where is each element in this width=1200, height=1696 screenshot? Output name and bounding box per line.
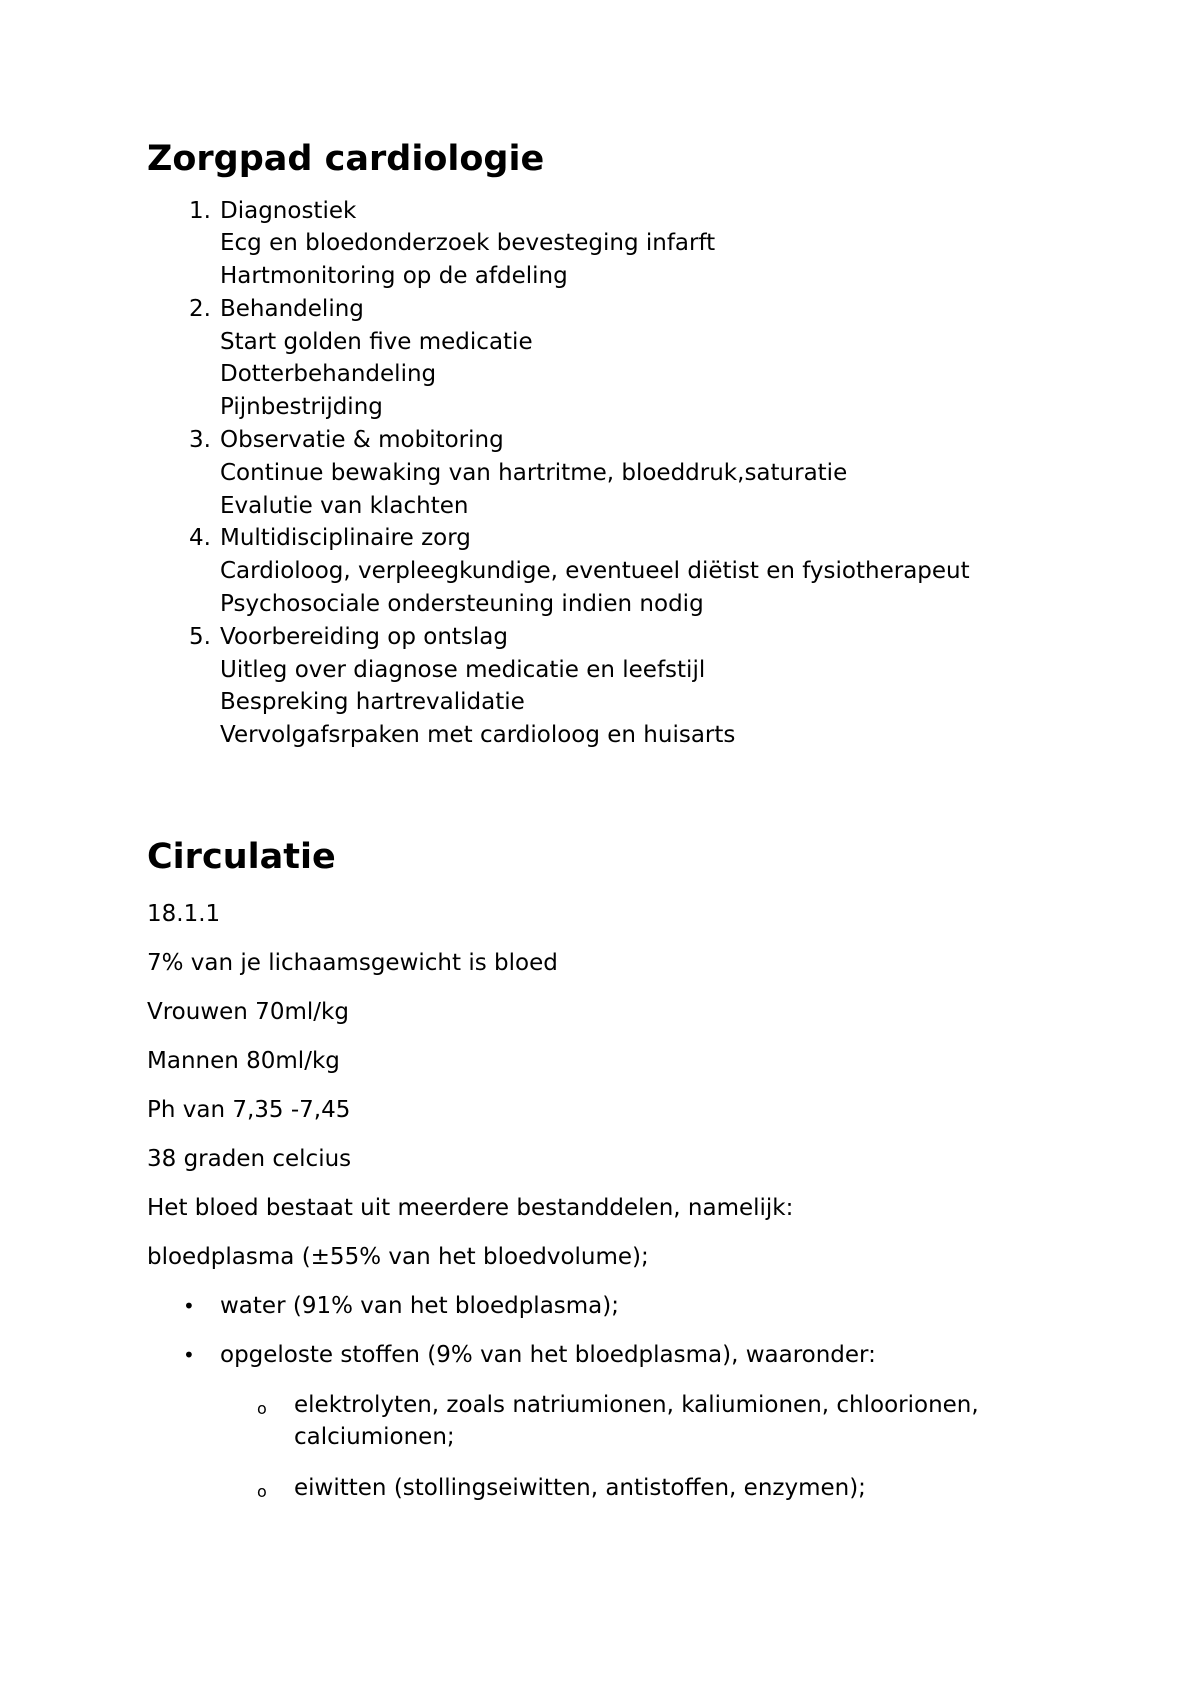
list-item-heading: Multidisciplinaire zorg <box>220 525 471 552</box>
list-item <box>147 293 1047 424</box>
paragraph: Vrouwen 70ml/kg <box>147 998 349 1025</box>
paragraph: Het bloed bestaat uit meerdere bestanddelen, namelijk: <box>147 1194 794 1221</box>
bullet-icon: • <box>183 1342 195 1367</box>
bullet-text: opgeloste stoffen (9% van het bloedplasma), waaronder: <box>220 1341 876 1368</box>
list-item-line: Evalutie van klachten <box>220 492 469 519</box>
circle-bullet-icon: o <box>257 1398 267 1418</box>
list-item-line: Dotterbehandeling <box>220 361 437 388</box>
list-item-line: Pijnbestrijding <box>220 394 383 421</box>
bullet-item <box>147 1340 1047 1370</box>
list-item-heading: Diagnostiek <box>220 197 357 224</box>
sub-bullet-text: eiwitten (stollingseiwitten, antistoffen, enzymen); <box>294 1474 866 1501</box>
paragraph: 38 graden celcius <box>147 1145 352 1172</box>
section-title-zorgpad: Zorgpad cardiologie <box>147 139 545 179</box>
list-number: 5. <box>189 623 211 650</box>
paragraph: 7% van je lichaamsgewicht is bloed <box>147 949 558 976</box>
sub-bullet-text: elektrolyten, zoals natriumionen, kaliumionen, chloorionen, calciumionen; <box>294 1391 979 1450</box>
section-title-circulatie: Circulatie <box>147 837 336 878</box>
list-number: 3. <box>189 427 211 454</box>
bullet-list <box>147 1291 1047 1508</box>
numbered-list <box>147 195 1047 753</box>
bullet-item <box>147 1291 1047 1321</box>
list-item <box>147 424 1047 522</box>
list-number: 1. <box>189 197 211 224</box>
paragraph: Ph van 7,35 -7,45 <box>147 1096 351 1123</box>
list-number: 4. <box>189 525 211 552</box>
list-item <box>147 195 1047 293</box>
list-number: 2. <box>189 295 211 322</box>
list-item <box>147 621 1047 752</box>
list-item-line: Psychosociale ondersteuning indien nodig <box>220 591 704 618</box>
list-item-heading: Observatie & mobitoring <box>220 427 504 454</box>
list-item-line: Start golden five medicatie <box>220 328 533 355</box>
circle-bullet-icon: o <box>257 1481 267 1501</box>
list-item-line: Cardioloog, verpleegkundige, eventueel diëtist en fysiotherapeut <box>220 558 970 585</box>
list-item-line: Uitleg over diagnose medicatie en leefstijl <box>220 656 706 683</box>
list-item <box>147 522 1047 620</box>
paragraph: bloedplasma (±55% van het bloedvolume); <box>147 1243 649 1270</box>
paragraph-block <box>147 899 1047 1272</box>
list-item-line: Ecg en bloedonderzoek bevesteging infarft <box>220 230 716 257</box>
document-page <box>147 140 1047 1527</box>
list-item-line: Vervolgafsrpaken met cardioloog en huisarts <box>220 722 736 749</box>
list-item-line: Continue bewaking van hartritme, bloeddruk,saturatie <box>220 459 848 486</box>
sub-bullet-item <box>147 1472 1047 1508</box>
paragraph: Mannen 80ml/kg <box>147 1047 340 1074</box>
paragraph: 18.1.1 <box>147 900 221 927</box>
list-item-line: Hartmonitoring op de afdeling <box>220 263 568 290</box>
sub-bullet-item <box>147 1389 1047 1453</box>
list-item-heading: Voorbereiding op ontslag <box>220 623 508 650</box>
bullet-icon: • <box>183 1293 195 1318</box>
list-item-heading: Behandeling <box>220 295 364 322</box>
list-item-line: Bespreking hartrevalidatie <box>220 689 525 716</box>
bullet-text: water (91% van het bloedplasma); <box>220 1292 619 1319</box>
